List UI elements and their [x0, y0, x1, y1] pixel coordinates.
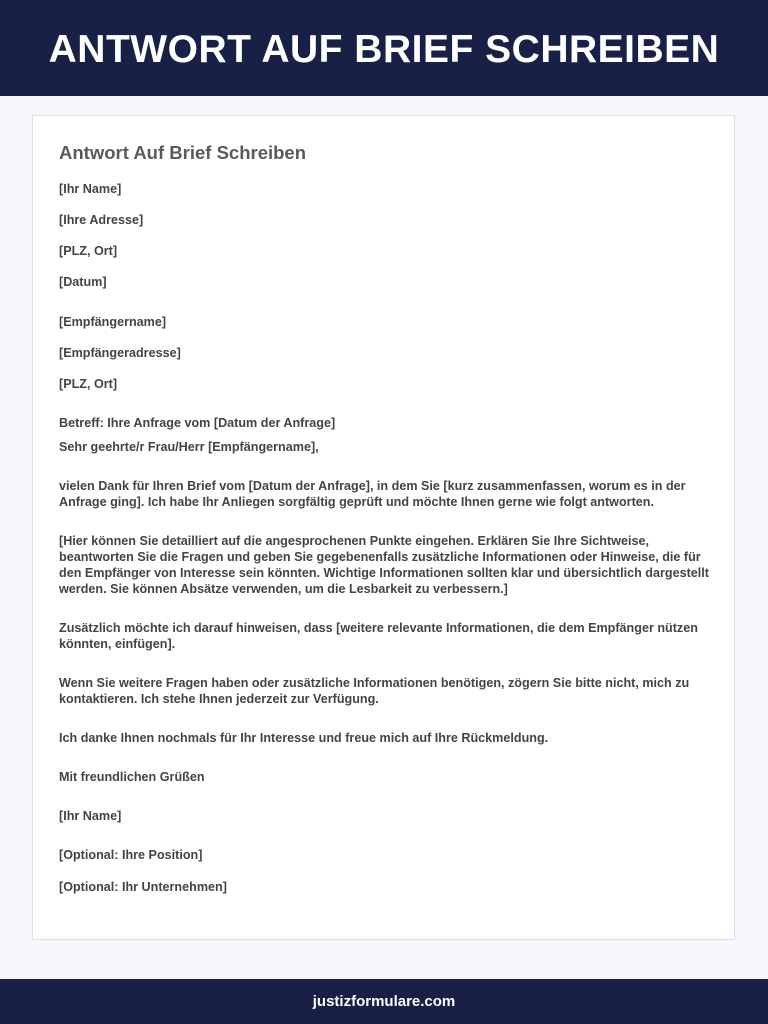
- signature-name: [Ihr Name]: [59, 809, 122, 823]
- paragraph-3: Zusätzlich möchte ich darauf hinweisen, dass [weitere relevante Informationen, die dem Empfänger nützen könnten, einfügen].: [59, 621, 698, 651]
- recipient-address: [Empfängeradresse]: [59, 346, 181, 360]
- sender-zip-city: [PLZ, Ort]: [59, 244, 118, 258]
- page-header: [0, 0, 768, 96]
- letter-card: [32, 115, 735, 940]
- closing: Mit freundlichen Grüßen: [59, 770, 205, 784]
- paragraph-1: vielen Dank für Ihren Brief vom [Datum der Anfrage], in dem Sie [kurz zusammenfassen, worum es in der Anfrage ging]. Ich habe Ihr Anliegen sorgfältig geprüft und möchte Ihnen gerne wie folgt antworten.: [59, 479, 686, 509]
- document-title: Antwort Auf Brief Schreiben: [59, 142, 307, 163]
- subject-line: Betreff: Ihre Anfrage vom [Datum der Anfrage]: [59, 416, 336, 430]
- salutation: Sehr geehrte/r Frau/Herr [Empfängername],: [59, 440, 319, 454]
- paragraph-4: Wenn Sie weitere Fragen haben oder zusätzliche Informationen benötigen, zögern Sie bitte nicht, mich zu kontaktieren. Ich stehe Ihnen jederzeit zur Verfügung.: [59, 676, 690, 706]
- recipient-name: [Empfängername]: [59, 315, 167, 329]
- page-footer: [0, 979, 768, 1024]
- letter-date: [Datum]: [59, 275, 107, 289]
- signature-company: [Optional: Ihr Unternehmen]: [59, 880, 227, 894]
- signature-position: [Optional: Ihre Position]: [59, 848, 203, 862]
- recipient-zip-city: [PLZ, Ort]: [59, 377, 118, 391]
- sender-name: [Ihr Name]: [59, 182, 122, 196]
- paragraph-5: Ich danke Ihnen nochmals für Ihr Interesse und freue mich auf Ihre Rückmeldung.: [59, 731, 549, 745]
- paragraph-2: [Hier können Sie detailliert auf die angesprochenen Punkte eingehen. Erklären Sie Ihre Sichtweise, beantworten Sie die Fragen und geben Sie gegebenenfalls zusätzliche Informationen oder Hinweise, die für den Empfänger von Interesse sein könnten. Wichtige Informationen sollten klar und übersichtlich dargestellt werden. Sie können Absätze verwenden, um die Lesbarkeit zu verbessern.]: [59, 534, 709, 596]
- footer-site-link[interactable]: justizformulare.com: [312, 993, 456, 1010]
- sender-address: [Ihre Adresse]: [59, 213, 144, 227]
- page-title: ANTWORT AUF BRIEF SCHREIBEN: [48, 27, 720, 71]
